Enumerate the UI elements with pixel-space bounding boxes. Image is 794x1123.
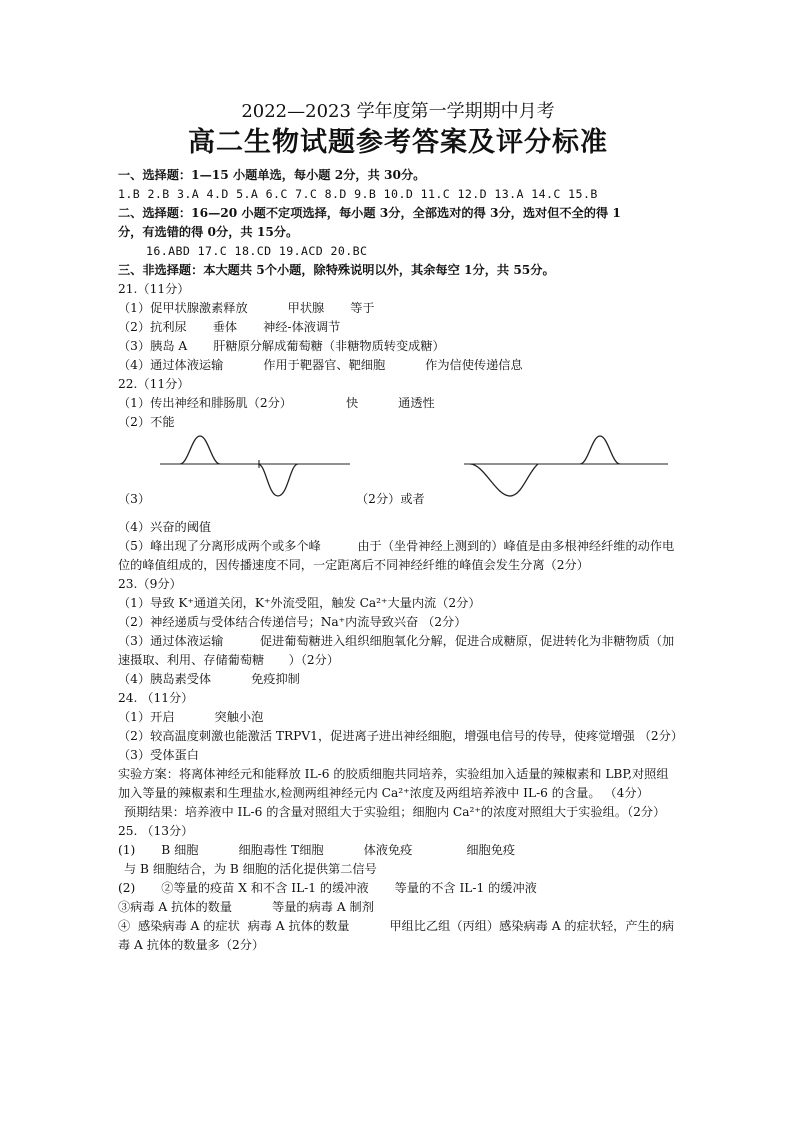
section1-heading: 一、选择题：1—15 小题单选，每小题 2分，共 30分。 bbox=[118, 168, 426, 182]
q25-answer-1-cont: 与 B 细胞结合，为 B 细胞的活化提供第二信号 bbox=[124, 862, 377, 876]
q21-answer-3 bbox=[118, 337, 678, 356]
waveform-right bbox=[464, 436, 668, 496]
section2-heading-line1: 二、选择题：16—20 小题不定项选择，每小题 3分，全部选对的得 3分，选对但不全的得 1 bbox=[118, 206, 621, 220]
q22-3a: （3） bbox=[118, 492, 151, 506]
q22-graph-row bbox=[118, 432, 678, 518]
q25-5d: 甲组比乙组（丙组）感染病毒 A 的症状轻，产生的病毒 A 抗体的数量多（2分） bbox=[118, 919, 675, 952]
q22-answer-1 bbox=[118, 394, 678, 413]
q21-answer-4 bbox=[118, 356, 678, 375]
q25-3c: 等量的不含 IL-1 的缓冲液 bbox=[394, 881, 537, 895]
section2-answers: 16.ABD 17.C 18.CD 19.ACD 20.BC bbox=[146, 244, 368, 258]
q25-1d: 体液免疫 bbox=[363, 843, 413, 857]
q23-answer-4 bbox=[118, 670, 678, 689]
q23-4a: （4）胰岛素受体 bbox=[118, 672, 212, 686]
section2-heading-line2: 分，有选错的得 0分，共 15分。 bbox=[118, 225, 299, 239]
section1-answers: 1.B 2.B 3.A 4.D 5.A 6.C 7.C 8.D 9.B 10.D 11.C 12.D 13.A 14.C 15.B bbox=[118, 187, 598, 201]
q24-1a: （1）开启 bbox=[118, 710, 175, 724]
q22-answer-2: （2）不能 bbox=[118, 415, 175, 429]
q22-answer-4: （4）兴奋的阈值 bbox=[118, 520, 212, 534]
q21-answer-1 bbox=[118, 299, 678, 318]
q25-5c: 病毒 A 抗体的数量 bbox=[247, 919, 350, 933]
q21-2c: 神经-体液调节 bbox=[263, 320, 341, 334]
waveform-left bbox=[160, 436, 350, 496]
q24-answer-3: （3）受体蛋白 bbox=[118, 748, 199, 762]
q25-answer-3 bbox=[118, 898, 678, 917]
term-heading: 2022—2023 学年度第一学期期中月考 bbox=[241, 101, 555, 122]
answer-sheet bbox=[118, 96, 684, 955]
q25-answer-2 bbox=[118, 879, 678, 898]
q21-3a: （3）胰岛 A bbox=[118, 339, 188, 353]
q23-title: 23.（9分） bbox=[118, 577, 182, 591]
q25-3a: (2) bbox=[118, 881, 136, 895]
q25-5a: ④ bbox=[118, 919, 131, 933]
q21-4b: 作用于靶器官、靶细胞 bbox=[263, 358, 386, 372]
q25-4a: ③病毒 A 抗体的数量 bbox=[118, 900, 233, 914]
q22-answer-5: （5）峰出现了分离形成两个或多个峰 由于（坐骨神经上测到的）峰值是由多根神经纤维的动作电位的峰值组成的，因传播速度不同，一定距离后不同神经纤维的峰值会发生分离（2分） bbox=[118, 539, 675, 572]
peak-down-right bbox=[470, 464, 538, 496]
q24-expected-result: 预期结果：培养液中 IL-6 的含量对照组大于实验组；细胞内 Ca²⁺的浓度对照组大于实验组。（2分） bbox=[124, 805, 666, 819]
q21-4c: 作为信使传递信息 bbox=[425, 358, 523, 372]
q21-1c: 等于 bbox=[350, 301, 375, 315]
q25-title: 25. （13分） bbox=[118, 824, 194, 838]
q25-3b: ②等量的疫苗 X 和不含 IL-1 的缓冲液 bbox=[161, 881, 369, 895]
q22-1c: 通透性 bbox=[398, 396, 435, 410]
q25-1e: 细胞免疫 bbox=[466, 843, 516, 857]
q21-3b: 肝糖原分解成葡萄糖（非糖物质转变成糖） bbox=[213, 339, 445, 353]
q21-answer-2 bbox=[118, 318, 678, 337]
q21-1a: （1）促甲状腺激素释放 bbox=[118, 301, 248, 315]
q25-1c: 细胞毒性 T细胞 bbox=[238, 843, 324, 857]
q25-1b: B 细胞 bbox=[161, 843, 199, 857]
q24-experiment-plan: 实验方案：将离体神经元和能释放 IL-6 的胶质细胞共同培养，实验组加入适量的辣椒素和 LBP,对照组加入等量的辣椒素和生理盐水,检测两组神经元内 Ca²⁺浓度及两组培养液中 IL-6 的含量。 （4分） bbox=[118, 767, 669, 800]
q25-answer-4 bbox=[118, 917, 678, 955]
q21-title: 21.（11分） bbox=[118, 282, 190, 296]
peak-up-right bbox=[580, 436, 620, 464]
q24-title: 24. （11分） bbox=[118, 691, 194, 705]
q23-answer-1: （1）导致 K⁺通道关闭，K⁺外流受阻，触发 Ca²⁺大量内流（2分） bbox=[118, 596, 481, 610]
peak-up-left bbox=[180, 436, 220, 464]
section3-heading: 三、非选择题：本大题共 5个小题，除特殊说明以外，其余每空 1分，共 55分。 bbox=[118, 263, 555, 277]
q21-2a: （2）抗利尿 bbox=[118, 320, 187, 334]
q21-4a: （4）通过体液运输 bbox=[118, 358, 224, 372]
q22-1a: （1）传出神经和腓肠肌（2分） bbox=[118, 396, 292, 410]
q23-answer-3: （3）通过体液运输 促进葡萄糖进入组织细胞氧化分解，促进合成糖原，促进转化为非糖物质（加速摄取、利用、存储葡萄糖 ）（2分） bbox=[118, 634, 675, 667]
q23-answer-2: （2）神经递质与受体结合传递信号；Na⁺内流导致兴奋 （2分） bbox=[118, 615, 467, 629]
q22-1b: 快 bbox=[345, 396, 359, 410]
q22-3b: （2分）或者 bbox=[356, 492, 425, 506]
q25-answer-1 bbox=[118, 841, 678, 860]
q25-1a: (1) bbox=[118, 843, 136, 857]
q25-5b: 感染病毒 A 的症状 bbox=[137, 919, 240, 933]
page-title: 高二生物试题参考答案及评分标准 bbox=[188, 127, 608, 158]
q24-1b: 突触小泡 bbox=[214, 710, 264, 724]
peak-down-left bbox=[258, 464, 298, 496]
q24-answer-1 bbox=[118, 708, 678, 727]
q25-4b: 等量的病毒 A 制剂 bbox=[272, 900, 374, 914]
q21-2b: 垂体 bbox=[212, 320, 238, 334]
q22-title: 22.（11分） bbox=[118, 377, 190, 391]
q21-1b: 甲状腺 bbox=[287, 301, 325, 315]
q24-answer-2: （2）较高温度刺激也能激活 TRPV1，促进离子进出神经细胞，增强电信号的传导，使疼觉增强 （2分） bbox=[118, 729, 684, 743]
q23-4b: 免疫抑制 bbox=[251, 672, 300, 686]
